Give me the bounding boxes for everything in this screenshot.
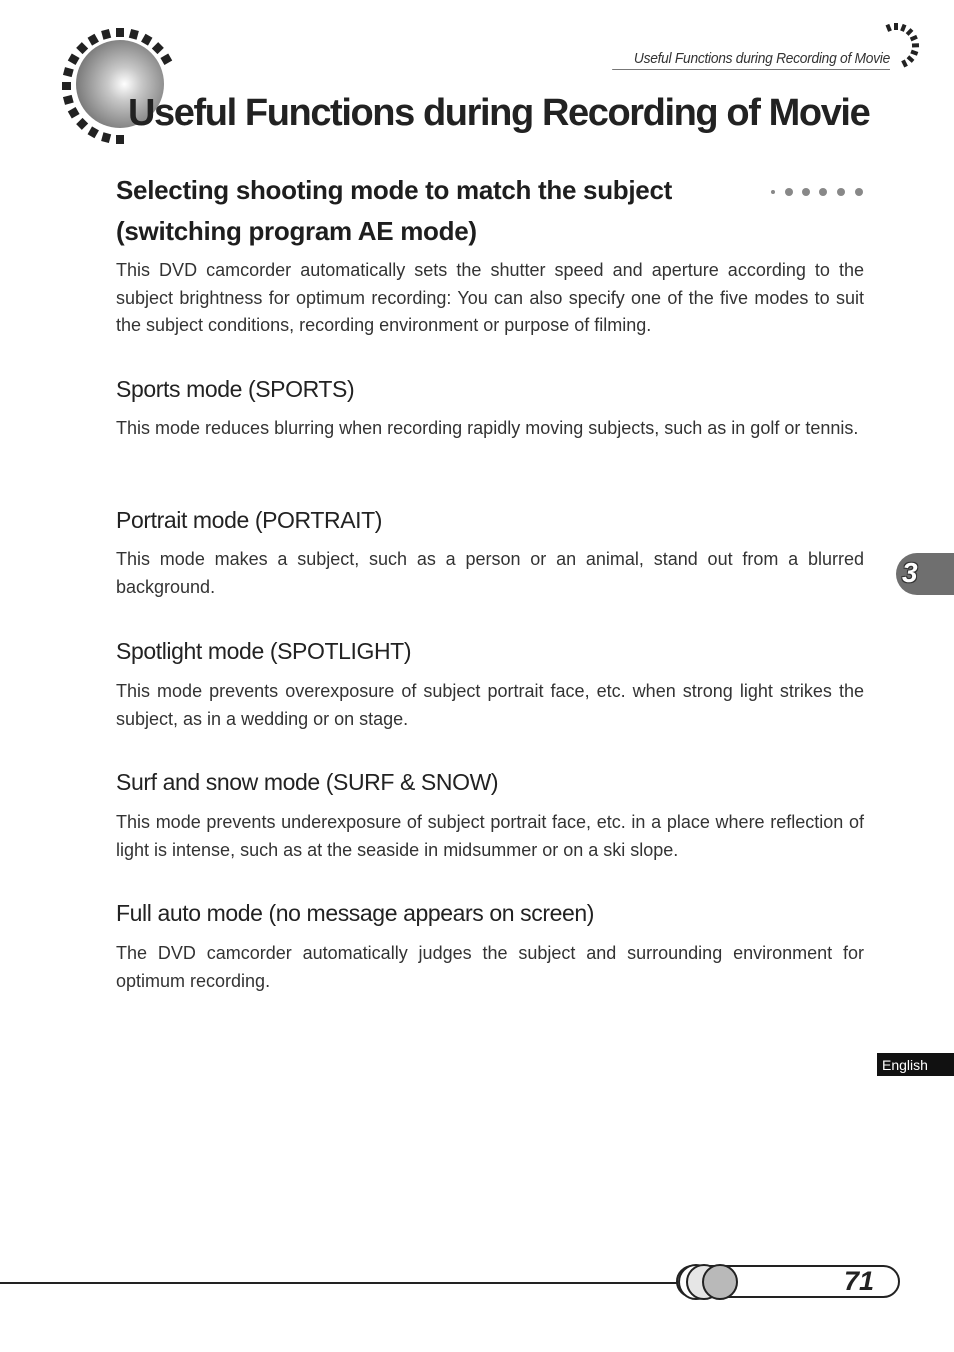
page-circles-icon — [674, 1263, 744, 1301]
mode-heading-spotlight: Spotlight mode (SPOTLIGHT) — [116, 638, 412, 664]
mode-text-spotlight: This mode prevents overexposure of subject portrait face, etc. when strong light strikes the subject, as in a wedding or on stage. — [116, 681, 864, 729]
section-heading-line-1: Selecting shooting mode to match the subject — [116, 175, 672, 205]
chapter-number: 3 — [902, 557, 918, 588]
mode-text-surf-snow: This mode prevents underexposure of subject portrait face, etc. in a place where reflection of light is intense, such as at the seaside in midsummer or on a ski slope. — [116, 812, 864, 860]
page-title: Useful Functions during Recording of Movie — [128, 92, 870, 134]
section-heading — [116, 170, 766, 252]
mode-text-full-auto: The DVD camcorder automatically judges the subject and surrounding environment for optimum recording. — [116, 943, 864, 991]
page-number: 71 — [843, 1266, 874, 1296]
section-heading-line-2: (switching program AE mode) — [116, 216, 477, 246]
mode-heading-surf-snow: Surf and snow mode (SURF & SNOW) — [116, 769, 499, 795]
mode-heading-full-auto: Full auto mode (no message appears on screen) — [116, 900, 595, 926]
small-dotted-ring-icon — [868, 20, 924, 72]
dot-leader-icon — [770, 184, 870, 200]
mode-heading-sports: Sports mode (SPORTS) — [116, 376, 355, 402]
running-header: Useful Functions during Recording of Movie — [612, 50, 890, 70]
chapter-tab — [896, 553, 954, 595]
mode-heading-portrait: Portrait mode (PORTRAIT) — [116, 507, 383, 533]
language-tab: English — [877, 1053, 954, 1076]
mode-text-sports: This mode reduces blurring when recording rapidly moving subjects, such as in golf or tennis. — [116, 418, 859, 438]
mode-text-portrait: This mode makes a subject, such as a person or an animal, stand out from a blurred background. — [116, 549, 864, 597]
footer-rule — [0, 1282, 690, 1284]
section-intro: This DVD camcorder automatically sets the shutter speed and aperture according to the subject brightness for optimum recording: You can also specify one of the five modes to suit the subject conditions, recording environment or purpose of filming. — [116, 260, 864, 335]
